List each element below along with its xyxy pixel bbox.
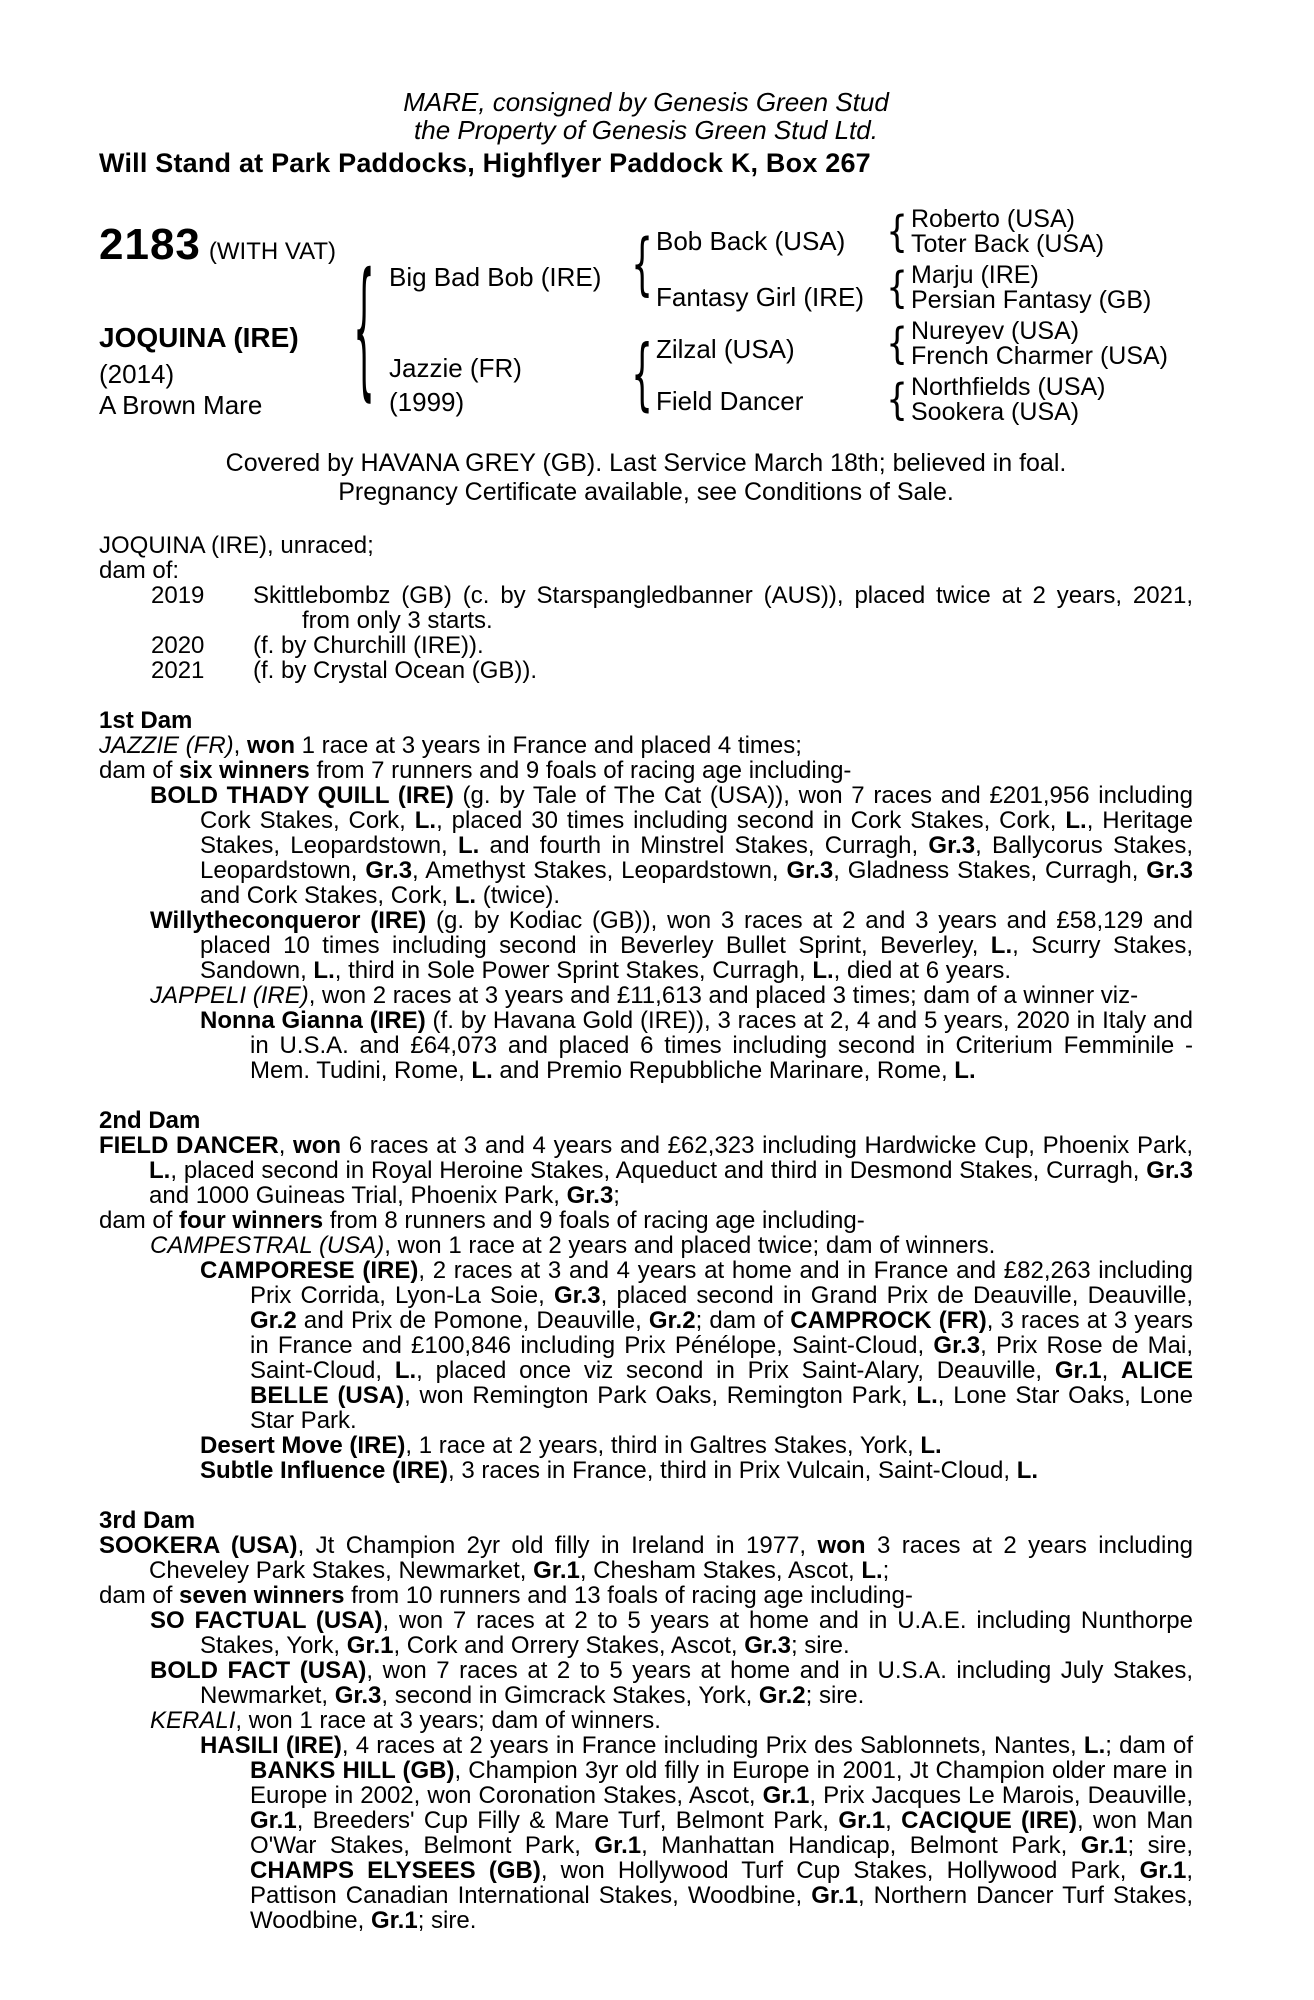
text-run: , 3 races at 3 years in France and £100,846 including Prix Pénélope, Saint-Cloud, [250, 1307, 1194, 1359]
text-run: , Champion 3yr old filly in Europe in 2001, Jt Champion older mare in Europe in 2002, won Coronation Stakes, Ascot, [250, 1757, 1194, 1809]
section-heading: 1st Dam [99, 707, 193, 734]
gen3-name: Northfields (USA) [911, 373, 1106, 401]
text-run: , Heritage Stakes, Leopardstown, [200, 807, 1194, 859]
sire-name: Big Bad Bob (IRE) [389, 262, 602, 292]
produce-row [99, 658, 1193, 683]
emphasis-run: L. [149, 1157, 171, 1184]
emphasis-run: six winners [179, 757, 310, 784]
text-run: , second in Gimcrack Stakes, York, [381, 1682, 759, 1709]
text-run: ; sire, [1127, 1832, 1193, 1859]
text-run: , 1 race at 2 years, third in Galtres Stakes, York, [405, 1432, 921, 1459]
text-run: , 2 races at 3 and 4 years at home and in France and £82,263 including Prix Corrida, Lyon-La Soie, [250, 1257, 1193, 1309]
emphasis-run: Gr.3 [744, 1632, 791, 1659]
gen3-brace: { [886, 206, 908, 258]
pedigree-paragraph [200, 1432, 1193, 1459]
emphasis-run: SO FACTUAL (USA) [150, 1607, 383, 1634]
text-run: , placed 30 times including second in Cork Stakes, Cork, [436, 807, 1066, 834]
emphasis-run: Gr.3 [334, 1682, 382, 1709]
stabling-line: Will Stand at Park Paddocks, Highflyer Paddock K, Box 267 [99, 148, 871, 178]
pedigree-paragraph [99, 1132, 1194, 1209]
emphasis-run: HASILI (IRE) [200, 1732, 342, 1759]
produce-text: (f. by Crystal Ocean (GB)). [253, 657, 538, 684]
dam-name: Jazzie (FR) [389, 353, 522, 383]
text-run: , won 1 race at 3 years; dam of winners. [235, 1707, 661, 1734]
emphasis-run: SOOKERA (USA) [99, 1532, 298, 1559]
text-run: , [278, 1132, 294, 1159]
text-run: , Pattison Canadian International Stakes, Woodbine, [250, 1857, 1194, 1909]
emphasis-run: Gr.1 [346, 1632, 394, 1659]
emphasis-run: L. [812, 957, 834, 984]
pedigree-paragraph [200, 1457, 1193, 1484]
text-run: , placed once viz second in Prix Saint-Alary, Deauville, [416, 1357, 1055, 1384]
text-run: , won 7 races at 2 to 5 years at home and in U.A.E. including Nunthorpe Stakes, York, [200, 1607, 1194, 1659]
gen3-brace: { [886, 318, 908, 370]
text-run: from 8 runners and 9 foals of racing age including- [323, 1207, 865, 1234]
text-run: , Prix Jacques Le Marois, Deauville, [809, 1782, 1193, 1809]
text-run: 1 race at 3 years in France and placed 4 times; [295, 732, 802, 759]
text-run: 6 races at 3 and 4 years and £62,323 including Hardwicke Cup, Phoenix Park, [341, 1132, 1194, 1159]
emphasis-run: Gr.1 [1080, 1832, 1128, 1859]
gen3-names [911, 319, 1168, 369]
text-run: and Cork Stakes, Cork, [200, 882, 455, 909]
text-run: , Ballycorus Stakes, Leopardstown, [200, 832, 1193, 884]
text-run: ; [882, 1557, 890, 1584]
emphasis-run: L. [414, 807, 437, 834]
text-run: , Prix Rose de Mai, Saint-Cloud, [250, 1332, 1193, 1384]
emphasis-run: L. [1083, 1732, 1106, 1759]
emphasis-run: Gr.2 [758, 1682, 806, 1709]
emphasis-run: seven winners [179, 1582, 345, 1609]
dam-parents-brace: { [631, 329, 653, 421]
produce-year: 2021 [151, 657, 205, 684]
emphasis-run: Gr.3 [553, 1282, 601, 1309]
emphasis-run: Gr.3 [365, 857, 413, 884]
dam-foaling-year: (1999) [389, 387, 465, 417]
emphasis-run: L. [313, 957, 335, 984]
text-run: , third in Sole Power Sprint Stakes, Curragh, [334, 957, 813, 984]
text-run: , Chesham Stakes, Ascot, [579, 1557, 862, 1584]
dam-of-label: dam of: [99, 557, 180, 584]
emphasis-run: Gr.1 [533, 1557, 580, 1584]
gen3-names [911, 263, 1151, 313]
text-run: , [233, 732, 247, 759]
emphasis-run: FIELD DANCER [99, 1132, 279, 1159]
text-run: , Breeders' Cup Filly & Mare Turf, Belmont Park, [296, 1807, 839, 1834]
pedigree-paragraph [200, 1732, 1194, 1934]
emphasis-run: Gr.3 [1146, 857, 1193, 884]
consignor-headnote [99, 88, 1193, 178]
text-run: ; sire. [805, 1682, 865, 1709]
emphasis-run: CAMPORESE (IRE) [200, 1257, 419, 1284]
emphasis-run: L. [861, 1557, 883, 1584]
dam-sections [99, 708, 1193, 1933]
produce-row [99, 583, 1193, 633]
text-run: dam of [99, 757, 180, 784]
emphasis-run: L. [457, 832, 480, 859]
text-run: and Premio Repubbliche Marinare, Rome, [492, 1057, 955, 1084]
text-run: and 1000 Guineas Trial, Phoenix Park, [149, 1182, 567, 1209]
emphasis-run: Gr.2 [648, 1307, 696, 1334]
pedigree-paragraph [150, 1657, 1193, 1709]
text-run: ; sire. [417, 1907, 477, 1934]
text-run: , [885, 1807, 902, 1834]
covering-note [99, 449, 1193, 507]
mare-race-record: JOQUINA (IRE), unraced; [99, 532, 374, 559]
emphasis-run: Gr.1 [838, 1807, 886, 1834]
emphasis-run: Gr.1 [250, 1807, 297, 1834]
pedigree-paragraph [99, 1532, 1194, 1584]
emphasis-run: CHAMPS ELYSEES (GB) [250, 1857, 541, 1884]
gen3-name: Nureyev (USA) [911, 317, 1080, 345]
text-run: , won 2 races at 3 years and £11,613 and placed 3 times; dam of a winner viz- [308, 982, 1139, 1009]
pedigree-paragraph [99, 732, 1193, 759]
text-run: , won Man O'War Stakes, Belmont Park, [250, 1807, 1194, 1859]
emphasis-run: won [247, 732, 295, 759]
gen3-brace: { [886, 262, 908, 314]
text-run: (f. by Havana Gold (IRE)), 3 races at 2, 4 and 5 years, 2020 in Italy and in U.S.A. and £64,073 and placed 6 times including second in Criterium Femminile - Mem. Tudini, Rome, [250, 1007, 1193, 1084]
emphasis-run: four winners [179, 1207, 324, 1234]
pedigree-paragraph [99, 757, 1193, 784]
emphasis-run: Gr.1 [1054, 1357, 1102, 1384]
text-run: , Amethyst Stakes, Leopardstown, [412, 857, 787, 884]
pedigree-paragraph [150, 907, 1193, 984]
emphasis-run: CACIQUE (IRE) [901, 1807, 1078, 1834]
dam-dam-name: Field Dancer [656, 386, 804, 416]
text-run: , placed second in Grand Prix de Deauville, Deauville, [600, 1282, 1194, 1309]
pregnancy-line: Pregnancy Certificate available, see Conditions of Sale. [338, 478, 954, 506]
text-run: and fourth in Minstrel Stakes, Curragh, [479, 832, 929, 859]
emphasis-run: Gr.3 [566, 1182, 614, 1209]
emphasis-run: Desert Move (IRE) [200, 1432, 406, 1459]
text-run: (g. by Kodiac (GB)), won 3 races at 2 and 3 years and £58,129 and placed 10 times including second in Beverley Bullet Sprint, Beverley, [200, 907, 1193, 959]
text-run: ; [613, 1182, 620, 1209]
pedigree-paragraph [150, 1232, 1193, 1259]
emphasis-run: Gr.1 [811, 1882, 858, 1909]
emphasis-run: BOLD THADY QUILL (IRE) [150, 782, 454, 809]
produce-text: Skittlebombz (GB) (c. by Starspangledbanner (AUS)), placed twice at 2 years, 2021, from only 3 starts. [253, 582, 1193, 634]
text-run: , won 1 race at 2 years and placed twice; dam of winners. [384, 1232, 996, 1259]
gen1-brace: { [353, 243, 375, 419]
emphasis-run: JAZZIE (FR) [99, 732, 234, 759]
emphasis-run: L. [471, 1057, 493, 1084]
text-run: and Prix de Pomone, Deauville, [296, 1307, 649, 1334]
dam-sire-name: Zilzal (USA) [656, 334, 795, 364]
produce-year: 2019 [151, 582, 205, 609]
text-run: , placed second in Royal Heroine Stakes, Aqueduct and third in Desmond Stakes, Curragh, [170, 1157, 1147, 1184]
gen3-name: Roberto (USA) [911, 205, 1075, 233]
gen3-pair [886, 373, 1168, 426]
text-run: (g. by Tale of The Cat (USA)), won 7 races and £201,956 including Cork Stakes, Cork, [200, 782, 1193, 834]
pedigree-chart [99, 206, 1193, 443]
emphasis-run: Gr.1 [370, 1907, 418, 1934]
text-run: , Scurry Stakes, Sandown, [200, 932, 1193, 984]
gen3-name: Marju (IRE) [911, 261, 1039, 289]
gen3-column [886, 205, 1168, 430]
emphasis-run: L. [954, 1057, 976, 1084]
text-run: , died at 6 years. [833, 957, 1012, 984]
text-run: , 4 races at 2 years in France including Prix des Sablonnets, Nantes, [341, 1732, 1084, 1759]
text-run: , Manhattan Handicap, Belmont Park, [641, 1832, 1081, 1859]
text-run: from 7 runners and 9 foals of racing age including- [309, 757, 852, 784]
gen3-name: Sookera (USA) [911, 398, 1080, 426]
emphasis-run: Nonna Gianna (IRE) [200, 1007, 426, 1034]
mare-description: A Brown Mare [99, 390, 263, 420]
text-run: , Jt Champion 2yr old filly in Ireland in 1977, [297, 1532, 818, 1559]
text-run: from 10 runners and 13 foals of racing age including- [344, 1582, 913, 1609]
section-heading: 2nd Dam [99, 1107, 201, 1134]
text-run: , Northern Dancer Turf Stakes, Woodbine, [250, 1882, 1193, 1934]
produce-record [99, 533, 1193, 683]
emphasis-run: L. [394, 1357, 417, 1384]
text-run: dam of [99, 1207, 180, 1234]
vat-note: (WITH VAT) [208, 238, 336, 265]
text-run: ; sire. [790, 1632, 850, 1659]
gen3-brace: { [886, 374, 908, 426]
pedigree-paragraph [200, 1007, 1193, 1084]
gen3-names [911, 375, 1106, 425]
emphasis-run: Willytheconqueror (IRE) [150, 907, 427, 934]
emphasis-run: CAMPROCK (FR) [790, 1307, 987, 1334]
pedigree-paragraph [99, 1207, 1193, 1234]
emphasis-run: KERALI [150, 1707, 236, 1734]
emphasis-run: Gr.1 [594, 1832, 642, 1859]
text-run: , Lone Star Oaks, Lone Star Park. [250, 1382, 1194, 1434]
emphasis-run: Gr.2 [250, 1307, 297, 1334]
emphasis-run: Gr.3 [933, 1332, 981, 1359]
text-run: , won Hollywood Turf Cup Stakes, Hollywood Park, [540, 1857, 1140, 1884]
mare-foaling-year: (2014) [99, 359, 175, 389]
text-run: (twice). [476, 882, 561, 909]
text-run: , Cork and Orrery Stakes, Ascot, [393, 1632, 745, 1659]
gen3-name: Persian Fantasy (GB) [911, 286, 1152, 314]
text-run: , 3 races in France, third in Prix Vulcain, Saint-Cloud, [448, 1457, 1017, 1484]
emphasis-run: Subtle Influence (IRE) [200, 1457, 449, 1484]
lot-header [99, 220, 336, 270]
produce-year: 2020 [151, 632, 205, 659]
emphasis-run: BOLD FACT (USA) [150, 1657, 367, 1684]
text-run: , won Remington Park Oaks, Remington Park, [404, 1382, 917, 1409]
emphasis-run: Gr.3 [1146, 1157, 1193, 1184]
pedigree-paragraph [150, 782, 1194, 909]
produce-row [99, 633, 1193, 658]
pedigree-paragraph [150, 982, 1193, 1009]
emphasis-run: L. [454, 882, 477, 909]
emphasis-run: L. [1065, 807, 1087, 834]
section-heading: 3rd Dam [99, 1507, 196, 1534]
gen3-name: Toter Back (USA) [911, 230, 1105, 258]
mare-name: JOQUINA (IRE) [99, 322, 299, 353]
emphasis-run: Gr.1 [1139, 1857, 1187, 1884]
text-run: , Gladness Stakes, Curragh, [833, 857, 1147, 884]
emphasis-run: L. [990, 932, 1013, 959]
emphasis-run: L. [920, 1432, 942, 1459]
emphasis-run: won [293, 1132, 342, 1159]
emphasis-run: BANKS HILL (GB) [250, 1757, 455, 1784]
produce-rows [99, 583, 1193, 683]
gen3-pair [886, 261, 1168, 314]
text-run: , [1101, 1357, 1121, 1384]
text-run: 3 races at 2 years including Cheveley Park Stakes, Newmarket, [149, 1532, 1194, 1584]
pedigree-paragraph [150, 1707, 1193, 1734]
produce-text: (f. by Churchill (IRE)). [253, 632, 484, 659]
pedigree-paragraph [99, 1582, 1193, 1609]
gen3-pair [886, 317, 1168, 370]
sire-parents-brace: { [631, 225, 653, 305]
gen3-names [911, 207, 1104, 257]
lot-number: 2183 [99, 220, 201, 269]
text-run: ; dam of [1105, 1732, 1194, 1759]
emphasis-run: CAMPESTRAL (USA) [150, 1232, 385, 1259]
emphasis-run: Gr.1 [762, 1782, 810, 1809]
consignor-line: MARE, consigned by Genesis Green Stud [403, 87, 889, 117]
emphasis-run: Gr.3 [786, 857, 834, 884]
sire-sire-name: Bob Back (USA) [656, 226, 846, 256]
emphasis-run: Gr.3 [928, 832, 976, 859]
gen3-pair [886, 205, 1168, 258]
emphasis-run: L. [1016, 1457, 1039, 1484]
emphasis-run: won [817, 1532, 866, 1559]
gen3-name: French Charmer (USA) [911, 342, 1168, 370]
text-run: , won 7 races at 2 to 5 years at home and in U.S.A. including July Stakes, Newmarket, [200, 1657, 1193, 1709]
sire-dam-name: Fantasy Girl (IRE) [656, 282, 865, 312]
text-run: ; dam of [695, 1307, 791, 1334]
owner-line: the Property of Genesis Green Stud Ltd. [414, 115, 878, 145]
emphasis-run: L. [916, 1382, 938, 1409]
pedigree-paragraph [200, 1257, 1194, 1434]
text-run: dam of [99, 1582, 180, 1609]
emphasis-run: JAPPELI (IRE) [150, 982, 309, 1009]
emphasis-run: ALICE BELLE (USA) [250, 1357, 1193, 1409]
pedigree-paragraph [150, 1607, 1194, 1659]
covering-line: Covered by HAVANA GREY (GB). Last Service March 18th; believed in foal. [225, 449, 1067, 477]
